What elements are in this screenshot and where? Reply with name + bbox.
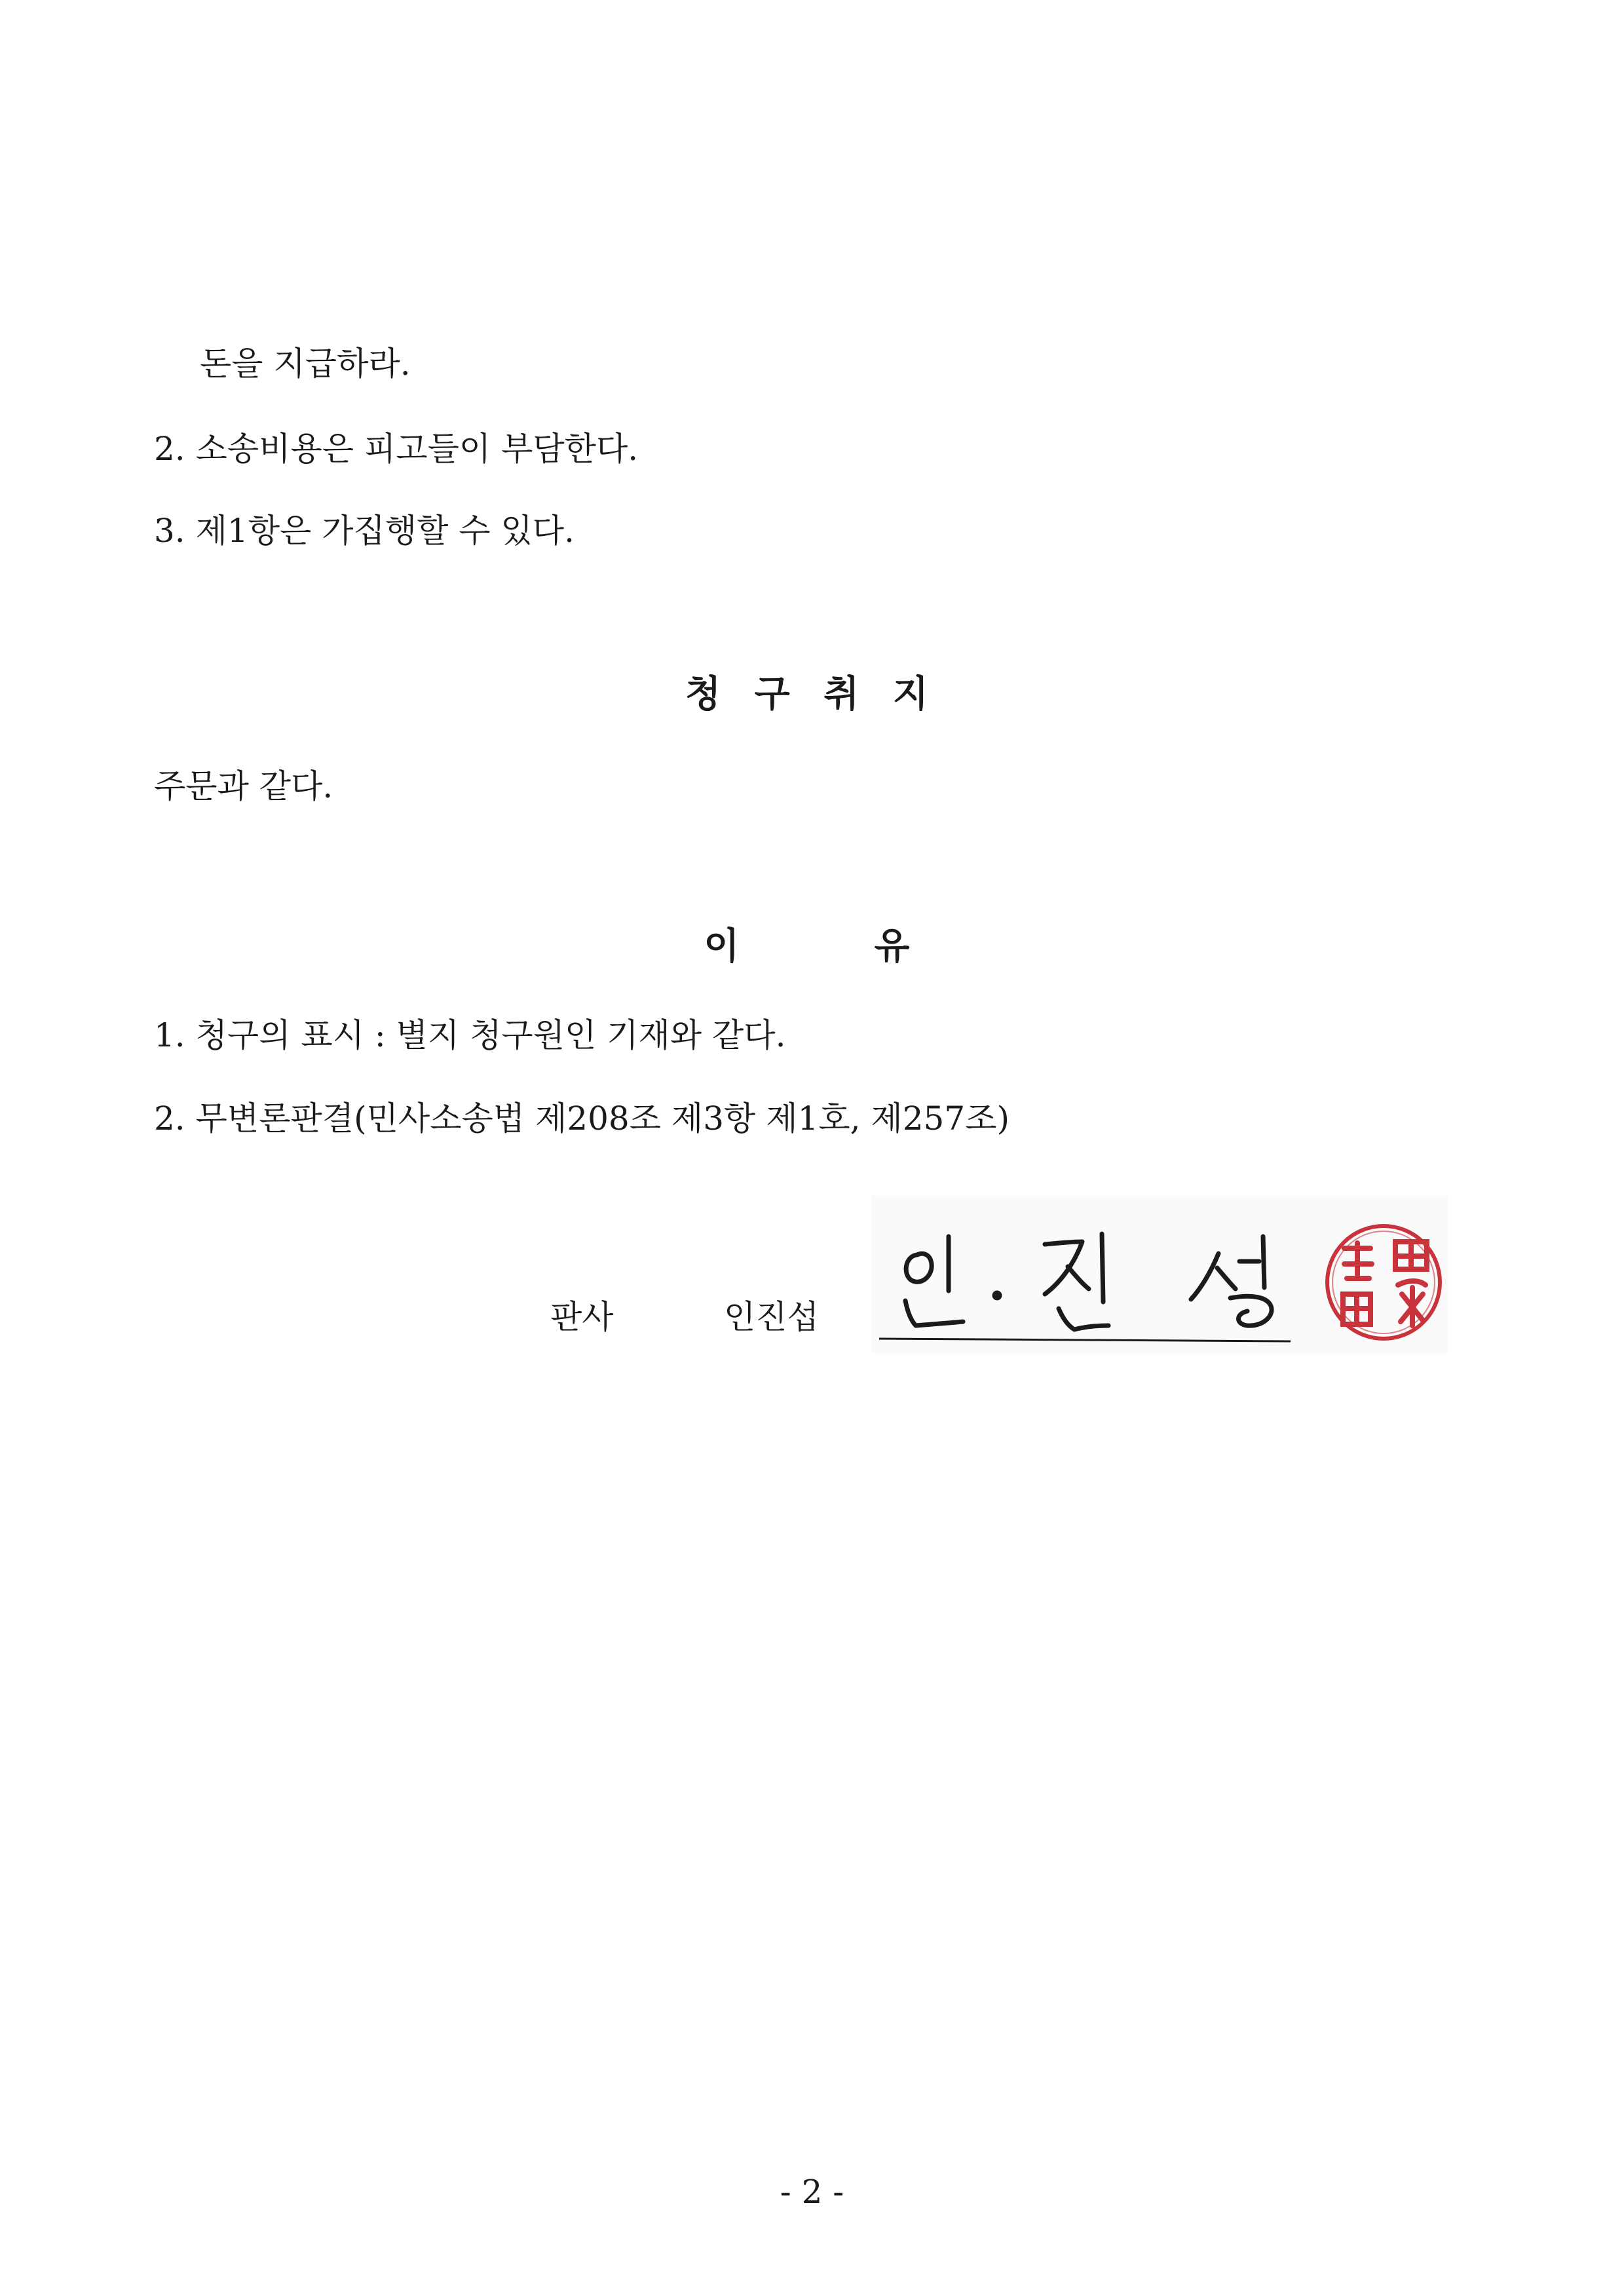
seal-stamp [1327, 1226, 1440, 1339]
reasons-heading-right: 유 [874, 925, 920, 968]
order-item-provisional-execution: 3. 제1항은 가집행할 수 있다. [154, 512, 575, 550]
judge-title: 판사 [550, 1298, 614, 1336]
page-number: - 2 - [780, 2173, 844, 2211]
reasons-heading-left: 이 [704, 925, 750, 968]
reasons-item-default-judgment: 2. 무변론판결(민사소송법 제208조 제3항 제1호, 제257조) [154, 1100, 1010, 1138]
reasons-heading [0, 924, 1624, 970]
signature-image [871, 1196, 1448, 1353]
reasons-item-claim-display: 1. 청구의 표시 : 별지 청구원인 기재와 같다. [154, 1016, 786, 1054]
order-continuation: 돈을 지급하라. [200, 345, 411, 383]
judge-name: 인진섭 [724, 1298, 819, 1336]
claim-text: 주문과 같다. [154, 767, 333, 805]
order-item-costs: 2. 소송비용은 피고들이 부담한다. [154, 430, 639, 468]
claim-heading: 청 구 취 지 [685, 673, 939, 716]
